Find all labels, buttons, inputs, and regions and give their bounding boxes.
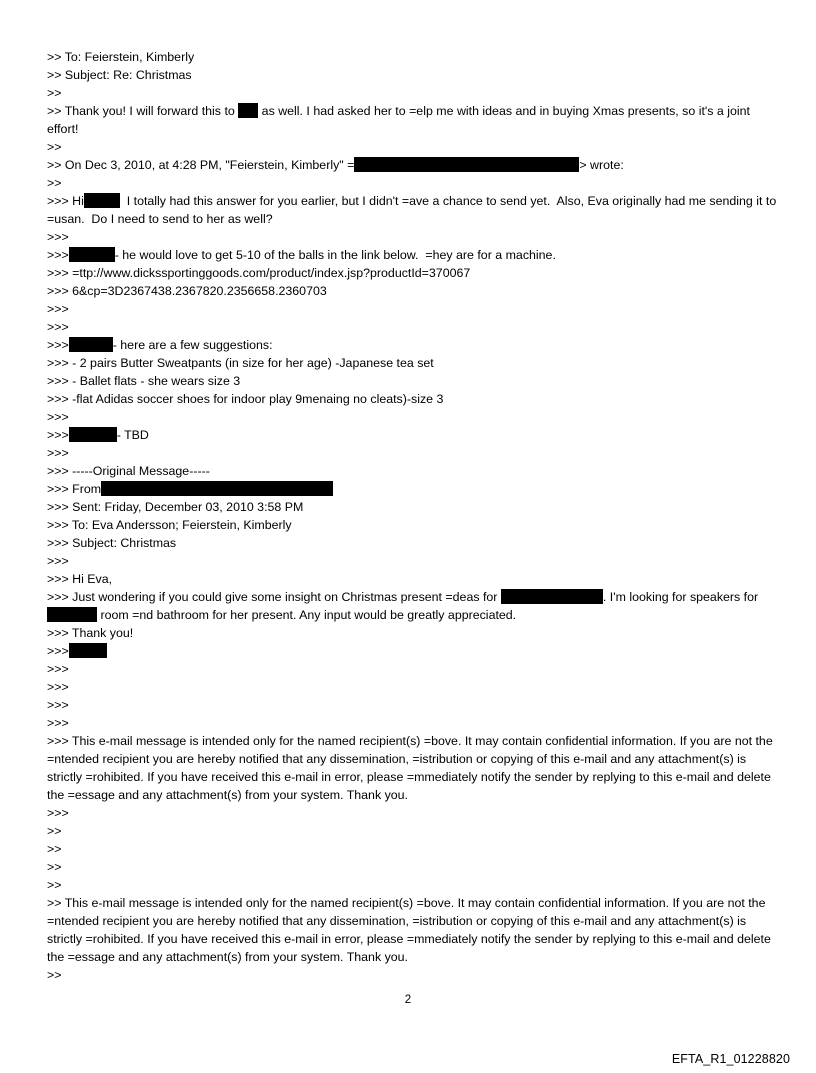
email-line — [47, 336, 777, 354]
email-line — [47, 48, 777, 66]
email-text: >>> -flat Adidas soccer shoes for indoor play 9menaing no cleats)-size 3 — [47, 392, 444, 406]
email-line — [47, 354, 777, 372]
email-line — [47, 624, 777, 642]
email-line — [47, 570, 777, 588]
email-line — [47, 408, 777, 426]
email-line — [47, 462, 777, 480]
email-text: >> — [47, 842, 62, 856]
email-line — [47, 696, 777, 714]
email-text: >>> Sent: Friday, December 03, 2010 3:58 PM — [47, 500, 304, 514]
email-text: >>> This e-mail message is intended only for the named recipient(s) =bove. It may contain confidential information. If you are not the =ntended recipient you are hereby notified that any dissemination, =istribution or copying of this e-mail and any attachment(s) is strictly =rohibited. If you have received this e-mail in error, please =mmediately notify the sender by replying to this e-mail and delete the =essage and any attachment(s) from your system. Thank you. — [47, 734, 777, 802]
redaction-box — [84, 193, 120, 208]
email-text: >>> From — [47, 482, 102, 496]
email-text: >>> — [47, 320, 69, 334]
email-text: - he would love to get 5-10 of the balls in the link below. =hey are for a machine. — [114, 248, 556, 262]
email-text: >> — [47, 860, 62, 874]
email-text: >>> — [47, 230, 69, 244]
redaction-box — [354, 157, 579, 172]
email-text: >>> — [47, 248, 69, 262]
redaction-box — [101, 481, 333, 496]
email-text: >> — [47, 86, 62, 100]
email-text: I totally had this answer for you earlier, but I didn't =ave a chance to send yet. Also, Eva originally had me sending it to =usan. Do I need to send to her as well? — [47, 194, 780, 226]
email-text: >>> Thank you! — [47, 626, 134, 640]
email-text: - TBD — [116, 428, 149, 442]
email-text: - here are a few suggestions: — [112, 338, 273, 352]
email-text: >>> Subject: Christmas — [47, 536, 177, 550]
redaction-box — [69, 337, 113, 352]
email-line — [47, 714, 777, 732]
email-line — [47, 66, 777, 84]
email-text: >> Subject: Re: Christmas — [47, 68, 192, 82]
email-text: >> To: Feierstein, Kimberly — [47, 50, 195, 64]
email-text: >> — [47, 176, 62, 190]
email-line — [47, 282, 777, 300]
email-text: >>> Hi Eva, — [47, 572, 113, 586]
email-line — [47, 894, 777, 966]
email-text: >>> Just wondering if you could give some insight on Christmas present =deas for — [47, 590, 501, 604]
email-text: >>> — [47, 680, 69, 694]
email-line — [47, 876, 777, 894]
email-line — [47, 138, 777, 156]
email-text: >>> 6&cp=3D2367438.2367820.2356658.2360703 — [47, 284, 327, 298]
email-text: >>> — [47, 644, 69, 658]
email-line — [47, 264, 777, 282]
email-line — [47, 390, 777, 408]
email-line — [47, 966, 777, 984]
email-text: >> — [47, 878, 62, 892]
email-line — [47, 534, 777, 552]
email-line — [47, 426, 777, 444]
email-line — [47, 84, 777, 102]
email-line — [47, 642, 777, 660]
email-line — [47, 660, 777, 678]
redaction-box — [69, 247, 115, 262]
redaction-box — [69, 643, 107, 658]
email-line — [47, 318, 777, 336]
email-line — [47, 588, 777, 624]
email-line — [47, 102, 777, 138]
email-text: >> — [47, 140, 62, 154]
email-line — [47, 678, 777, 696]
email-line — [47, 444, 777, 462]
email-text: >>> — [47, 428, 69, 442]
email-line — [47, 858, 777, 876]
email-text: >>> — [47, 716, 69, 730]
email-line — [47, 156, 777, 174]
email-line — [47, 552, 777, 570]
email-line — [47, 174, 777, 192]
email-line — [47, 516, 777, 534]
email-text: >>> — [47, 446, 69, 460]
email-line — [47, 372, 777, 390]
email-text: >>> — [47, 302, 69, 316]
email-line — [47, 498, 777, 516]
email-text: >>> — [47, 806, 69, 820]
redaction-box — [501, 589, 603, 604]
email-text: >>> — [47, 554, 69, 568]
email-text: >> — [47, 824, 62, 838]
email-text: >>> — [47, 338, 69, 352]
email-line — [47, 732, 777, 804]
email-line — [47, 228, 777, 246]
document-id: EFTA_R1_01228820 — [671, 1052, 790, 1066]
email-text: >> On Dec 3, 2010, at 4:28 PM, "Feierstein, Kimberly" = — [47, 158, 355, 172]
email-text: >> Thank you! I will forward this to — [47, 104, 239, 118]
email-text: >>> - 2 pairs Butter Sweatpants (in size for her age) -Japanese tea set — [47, 356, 434, 370]
email-text: >>> — [47, 662, 69, 676]
email-line — [47, 246, 777, 264]
email-line — [47, 840, 777, 858]
redaction-box — [47, 607, 97, 622]
email-text: >>> - Ballet flats - she wears size 3 — [47, 374, 241, 388]
email-text: > wrote: — [579, 158, 624, 172]
email-text: room =nd bathroom for her present. Any input would be greatly appreciated. — [97, 608, 517, 622]
email-text: >>> — [47, 410, 69, 424]
email-text: >>> Hi — [47, 194, 84, 208]
email-line — [47, 300, 777, 318]
email-line — [47, 822, 777, 840]
email-line — [47, 480, 777, 498]
email-text: >>> -----Original Message----- — [47, 464, 210, 478]
redaction-box — [69, 427, 117, 442]
email-text: >>> =ttp://www.dickssportinggoods.com/product/index.jsp?productId=370067 — [47, 266, 471, 280]
redaction-box — [238, 103, 258, 118]
email-text: >>> To: Eva Andersson; Feierstein, Kimberly — [47, 518, 292, 532]
page-number: 2 — [404, 994, 412, 1006]
email-text: >> — [47, 968, 62, 982]
email-text: as well. I had asked her to =elp me with ideas and in buying Xmas presents, so it's a joint effort! — [47, 104, 754, 136]
email-text: >> This e-mail message is intended only for the named recipient(s) =bove. It may contain confidential information. If you are not the =ntended recipient you are hereby notified that any dissemination, =istribution or copying of this e-mail and any attachment(s) is strictly =rohibited. If you have received this e-mail in error, please =mmediately notify the sender by replying to this e-mail and delete the =essage and any attachment(s) from your system. Thank you. — [47, 896, 775, 964]
email-text: >>> — [47, 698, 69, 712]
email-line — [47, 192, 780, 228]
email-text: . I'm looking for speakers for — [602, 590, 762, 604]
email-body — [47, 48, 780, 984]
email-line — [47, 804, 777, 822]
